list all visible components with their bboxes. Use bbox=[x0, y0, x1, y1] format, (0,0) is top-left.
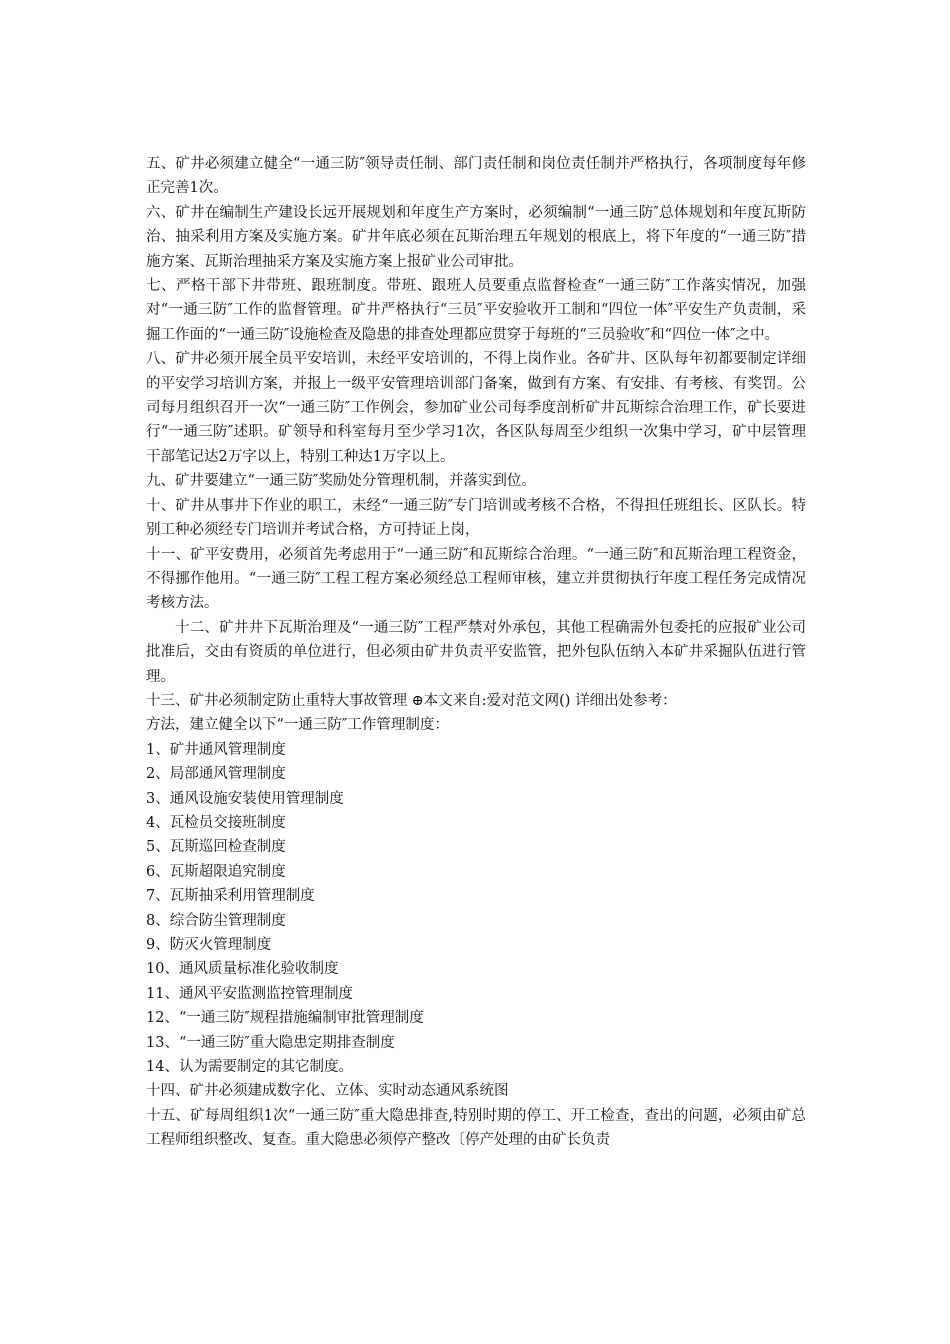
paragraph: 十二、矿井井下瓦斯治理及“一通三防″工程严禁对外承包，其他工程确需外包委托的应报矿业公司批准后，交由有资质的单位进行，但必须由矿井负责平安监管，把外包队伍纳入本矿井采掘队伍进行管理。 bbox=[146, 619, 806, 685]
paragraph: 10、通风质量标准化验收制度 bbox=[146, 961, 339, 978]
paragraph: 9、防灭火管理制度 bbox=[146, 937, 272, 953]
paragraph: 11、通风平安监测监控管理制度 bbox=[146, 985, 353, 1002]
paragraph: 十五、矿每周组织1次“一通三防″重大隐患排查,特别时期的停工、开工检查，查出的问题，必须由矿总工程师组织整改、复查。重大隐患必须停产整改〔停产处理的由矿长负责 bbox=[146, 1107, 806, 1149]
paragraph: 14、认为需要制定的其它制度。 bbox=[146, 1059, 353, 1076]
paragraph: 十四、矿井必须建成数字化、立体、实时动态通风系统图 bbox=[146, 1083, 509, 1100]
paragraph: 十三、矿井必须制定防止重特大事故管理 ⊕本文来自:爱对范文网() 详细出处参考： bbox=[146, 692, 677, 709]
paragraph: 十一、矿平安费用，必须首先考虑用于“一通三防″和瓦斯综合治理。“一通三防″和瓦斯治理工程资金，不得挪作他用。“一通三防″工程工程方案必须经总工程师审核，建立并贯彻执行年度工程任务完成情况考核方法。 bbox=[146, 546, 806, 612]
paragraph: 2、局部通风管理制度 bbox=[146, 766, 286, 783]
paragraph: 六、矿井在编制生产建设长远开展规划和年度生产方案时，必须编制“一通三防″总体规划和年度瓦斯防治、抽采利用方案及实施方案。矿井年底必须在瓦斯治理五年规划的根底上，将下年度的“一通三防″措施方案、瓦斯治理抽采方案及实施方案上报矿业公司审批。 bbox=[146, 204, 806, 270]
paragraph: 八、矿井必须开展全员平安培训，未经平安培训的，不得上岗作业。各矿井、区队每年初都要制定详细的平安学习培训方案，并报上一级平安管理培训部门备案，做到有方案、有安排、有考核、有奖罚。公司每月组织召开一次“一通三防″工作例会，参加矿业公司每季度剖析矿井瓦斯综合治理工作，矿长要进行“一通三防″述职。矿领导和科室每月至少学习1次，各区队每周至少组织一次集中学习，矿中层管理干部笔记达2万字以上，特别工种达1万字以上。 bbox=[146, 351, 806, 465]
paragraph: 九、矿井要建立“一通三防″奖励处分管理机制，并落实到位。 bbox=[146, 473, 536, 490]
paragraph: 13、“一通三防″重大隐患定期排查制度 bbox=[146, 1034, 395, 1051]
paragraph: 3、通风设施安装使用管理制度 bbox=[146, 790, 344, 807]
paragraph: 1、矿井通风管理制度 bbox=[146, 741, 286, 758]
paragraph: 七、严格干部下井带班、跟班制度。带班、跟班人员要重点监督检查“一通三防″工作落实情况，加强对“一通三防″工作的监督管理。矿井严格执行“三员″平安验收开工制和“四位一体″平安生产负责制，采掘工作面的“一通三防″设施检查及隐患的排查处理都应贯穿于每班的“三员验收″和“四位一体″之中。 bbox=[146, 278, 806, 343]
paragraph: 8、综合防尘管理制度 bbox=[146, 912, 286, 929]
paragraph: 6、瓦斯超限追究制度 bbox=[146, 863, 286, 880]
paragraph: 十、矿井从事井下作业的职工，未经“一通三防″专门培训或考核不合格，不得担任班组长、区队长。特别工种必须经专门培训并考试合格，方可持证上岗， bbox=[146, 497, 806, 539]
paragraph: 五、矿井必须建立健全“一通三防″领导责任制、部门责任制和岗位责任制并严格执行，各项制度每年修正完善1次。 bbox=[146, 156, 806, 197]
paragraph: 12、“一通三防″规程措施编制审批管理制度 bbox=[146, 1010, 424, 1027]
document-body bbox=[146, 152, 806, 1153]
paragraph: 方法，建立健全以下“一通三防″工作管理制度： bbox=[146, 717, 449, 734]
paragraph: 5、瓦斯巡回检查制度 bbox=[146, 839, 286, 856]
paragraph: 7、瓦斯抽采利用管理制度 bbox=[146, 888, 315, 905]
paragraph: 4、瓦检员交接班制度 bbox=[146, 814, 286, 831]
